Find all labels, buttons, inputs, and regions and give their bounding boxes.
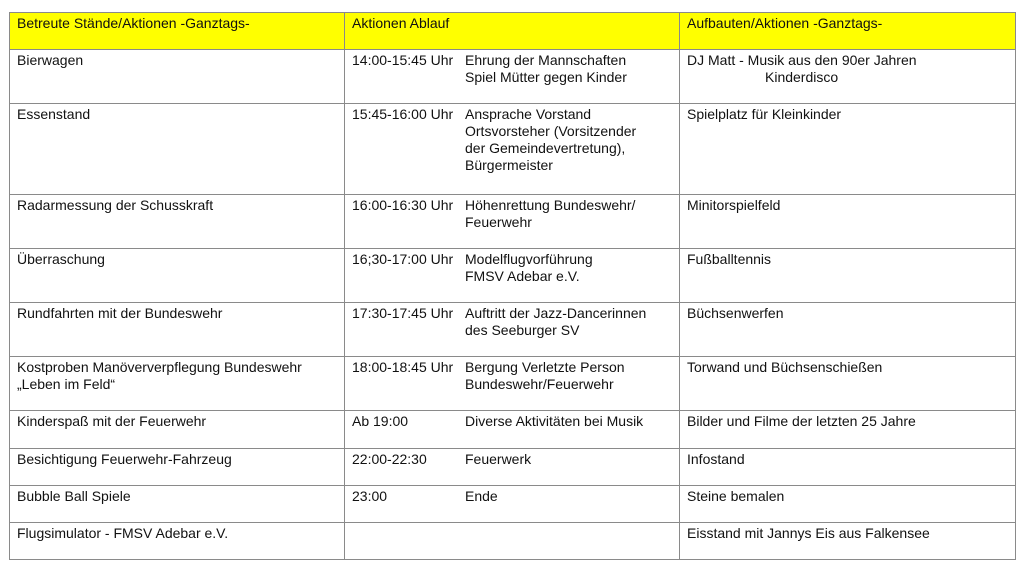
- event-text: der Gemeindevertretung),: [465, 140, 626, 156]
- table-row: [10, 523, 1016, 560]
- schedule-cell: [345, 486, 680, 523]
- event-text: Ende: [465, 488, 498, 504]
- setup-cell: [680, 195, 1016, 249]
- setup-cell: [680, 357, 1016, 411]
- header-schedule: Aktionen Ablauf: [345, 13, 680, 50]
- setup-text: DJ Matt - Musik aus den 90er Jahren: [687, 52, 917, 68]
- schedule-cell: [345, 357, 680, 411]
- event-text: Höhenrettung Bundeswehr/: [465, 197, 636, 213]
- stand-cell: [10, 486, 345, 523]
- setup-cell: [680, 411, 1016, 449]
- schedule-cell: [345, 303, 680, 357]
- event-text: Auftritt der Jazz-Dancerinnen: [465, 305, 647, 321]
- setup-text: Torwand und Büchsenschießen: [687, 359, 883, 375]
- schedule-cell: [345, 449, 680, 486]
- setup-text: Infostand: [687, 451, 745, 467]
- time-text: 18:00-18:45 Uhr: [352, 359, 454, 375]
- stand-cell: [10, 195, 345, 249]
- setup-cell: [680, 104, 1016, 195]
- setup-cell: [680, 249, 1016, 303]
- event-text: Diverse Aktivitäten bei Musik: [465, 413, 644, 429]
- event-text: FMSV Adebar e.V.: [465, 268, 580, 284]
- table-row: [10, 411, 1016, 449]
- table-row: [10, 104, 1016, 195]
- stand-cell: [10, 523, 345, 560]
- table-row: [10, 249, 1016, 303]
- event-text: Bürgermeister: [465, 157, 553, 173]
- header-setups: Aufbauten/Aktionen -Ganztags-: [680, 13, 1016, 50]
- schedule-cell: [345, 50, 680, 104]
- setup-cell: [680, 486, 1016, 523]
- schedule-cell: [345, 249, 680, 303]
- event-text: Ansprache Vorstand: [465, 106, 592, 122]
- stand-text: Essenstand: [17, 106, 91, 122]
- stand-text: Radarmessung der Schusskraft: [17, 197, 214, 213]
- schedule-cell: [345, 104, 680, 195]
- time-text: 14:00-15:45 Uhr: [352, 52, 454, 68]
- stand-cell: [10, 357, 345, 411]
- stand-text: „Leben im Feld“: [17, 376, 116, 392]
- setup-cell: [680, 50, 1016, 104]
- table-row: [10, 303, 1016, 357]
- setup-text: Fußballtennis: [687, 251, 772, 267]
- time-text: 23:00: [352, 488, 388, 504]
- time-text: 16:00-16:30 Uhr: [352, 197, 454, 213]
- stand-text: Besichtigung Feuerwehr-Fahrzeug: [17, 451, 232, 467]
- setup-text: Bilder und Filme der letzten 25 Jahre: [687, 413, 916, 429]
- setup-text: Minitorspielfeld: [687, 197, 781, 213]
- schedule-cell: [345, 523, 680, 560]
- event-text: Modelflugvorführung: [465, 251, 593, 267]
- stand-text: Flugsimulator - FMSV Adebar e.V.: [17, 525, 229, 541]
- event-text: Ehrung der Mannschaften: [465, 52, 627, 68]
- event-text: Feuerwerk: [465, 451, 532, 467]
- event-text: Spiel Mütter gegen Kinder: [465, 69, 627, 85]
- table-row: [10, 449, 1016, 486]
- stand-cell: [10, 303, 345, 357]
- stand-cell: [10, 449, 345, 486]
- stand-text: Bubble Ball Spiele: [17, 488, 131, 504]
- event-text: Bundeswehr/Feuerwehr: [465, 376, 614, 392]
- setup-text: Eisstand mit Jannys Eis aus Falkensee: [687, 525, 930, 541]
- stand-text: Kinderspaß mit der Feuerwehr: [17, 413, 207, 429]
- schedule-table: [9, 12, 1016, 560]
- setup-text: Büchsenwerfen: [687, 305, 784, 321]
- event-text: Ortsvorsteher (Vorsitzender: [465, 123, 637, 139]
- setup-cell: [680, 449, 1016, 486]
- time-text: 22:00-22:30: [352, 451, 427, 467]
- time-text: 17:30-17:45 Uhr: [352, 305, 454, 321]
- setup-text: Spielplatz für Kleinkinder: [687, 106, 842, 122]
- table-row: [10, 486, 1016, 523]
- event-text: Bergung Verletzte Person: [465, 359, 625, 375]
- schedule-cell: [345, 411, 680, 449]
- setup-text: Kinderdisco: [765, 69, 839, 85]
- table-row: [10, 195, 1016, 249]
- stand-cell: [10, 249, 345, 303]
- stand-cell: [10, 104, 345, 195]
- stand-text: Bierwagen: [17, 52, 84, 68]
- time-text: 15:45-16:00 Uhr: [352, 106, 454, 122]
- setup-cell: [680, 303, 1016, 357]
- setup-text: Steine bemalen: [687, 488, 785, 504]
- schedule-cell: [345, 195, 680, 249]
- time-text: Ab 19:00: [352, 413, 409, 429]
- stand-text: Überraschung: [17, 251, 105, 267]
- stand-text: Kostproben Manöververpflegung Bundeswehr: [17, 359, 302, 375]
- setup-cell: [680, 523, 1016, 560]
- event-text: des Seeburger SV: [465, 322, 580, 338]
- time-text: 16;30-17:00 Uhr: [352, 251, 454, 267]
- stand-cell: [10, 50, 345, 104]
- header-row: [10, 13, 1016, 50]
- stand-text: Rundfahrten mit der Bundeswehr: [17, 305, 223, 321]
- header-stands: Betreute Stände/Aktionen -Ganztags-: [10, 13, 345, 50]
- table-row: [10, 50, 1016, 104]
- event-text: Feuerwehr: [465, 214, 532, 230]
- table-row: [10, 357, 1016, 411]
- stand-cell: [10, 411, 345, 449]
